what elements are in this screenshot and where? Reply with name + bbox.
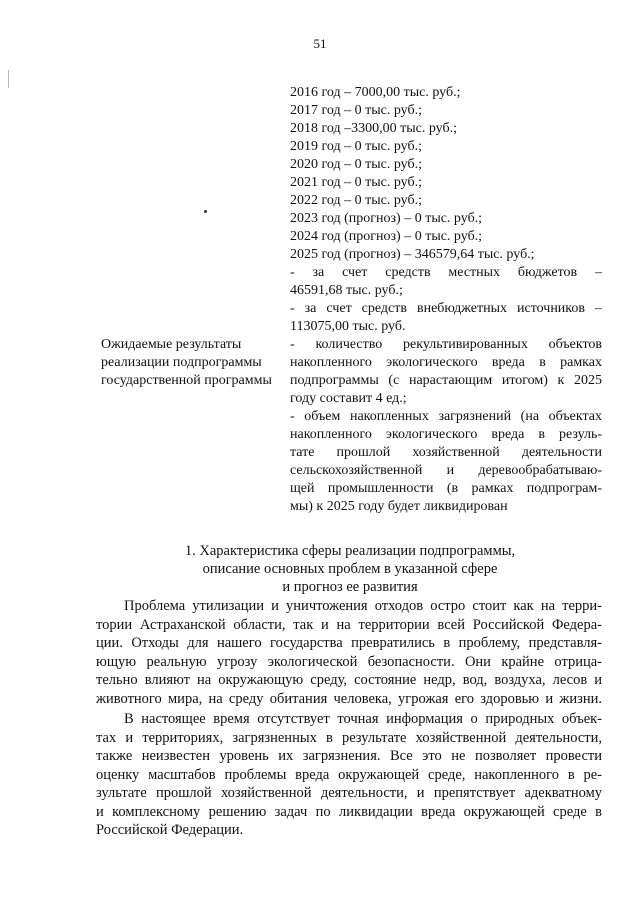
paragraph-line: также неизвестен уровень их загрязнения. Все это не позволяет провести bbox=[96, 748, 602, 764]
finance-year-line: 2018 год –3300,00 тыс. руб.; bbox=[290, 121, 457, 136]
financing-block bbox=[290, 84, 602, 336]
body-text bbox=[96, 597, 602, 840]
results-line: подпрограммы (с нарастающим итогом) к 2025 bbox=[290, 373, 602, 388]
results-line: тате прошлой хозяйственной деятельности bbox=[290, 445, 602, 460]
results-line: накопленного экологического вреда в резуль- bbox=[290, 427, 602, 442]
section-title-line: и прогноз ее развития bbox=[282, 579, 418, 595]
paragraph-line: оценку масштабов проблемы вреда окружающей среде, накопленного в ре- bbox=[96, 766, 602, 783]
finance-year-line: 2024 год (прогноз) – 0 тыс. руб.; bbox=[290, 229, 483, 244]
paragraph-line: и комплексному решению задач по ликвидации вреда окружающей среде в bbox=[96, 803, 602, 820]
finance-year-line: 2022 год – 0 тыс. руб.; bbox=[290, 193, 422, 208]
local-budget-line: - за счет средств местных бюджетов – bbox=[290, 265, 602, 280]
scan-dot-mark bbox=[204, 210, 207, 213]
local-budget-amount: 46591,68 тыс. руб.; bbox=[290, 283, 403, 298]
scan-edge-mark bbox=[8, 70, 9, 88]
finance-year-line: 2023 год (прогноз) – 0 тыс. руб.; bbox=[290, 211, 483, 226]
paragraph-2 bbox=[96, 710, 602, 840]
finance-year-line: 2016 год – 7000,00 тыс. руб.; bbox=[290, 85, 461, 100]
results-line: - объем накопленных загрязнений (на объектах bbox=[290, 409, 602, 424]
expected-results-label bbox=[101, 336, 287, 390]
paragraph-line: тории Астраханской области, так и на территории всей Российской Федера- bbox=[96, 616, 602, 633]
extra-budget-amount: 113075,00 тыс. руб. bbox=[290, 319, 406, 334]
label-line: Ожидаемые результаты bbox=[101, 337, 242, 352]
finance-year-line: 2020 год – 0 тыс. руб.; bbox=[290, 157, 422, 172]
results-line: щей промышленности (в рамках подпрограм- bbox=[290, 481, 602, 496]
results-line: накопленного экологического вреда в рамках bbox=[290, 355, 602, 370]
finance-year-line: 2017 год – 0 тыс. руб.; bbox=[290, 103, 422, 118]
finance-year-line: 2021 год – 0 тыс. руб.; bbox=[290, 175, 422, 190]
section-title bbox=[90, 542, 610, 596]
paragraph-line: тельно влияют на окружающую среду, состояние недр, вод, воздуха, лесов и bbox=[96, 672, 602, 688]
label-line: государственной программы bbox=[101, 373, 272, 388]
results-line: мы) к 2025 году будет ликвидирован bbox=[290, 499, 508, 514]
finance-year-line: 2025 год (прогноз) – 346579,64 тыс. руб.; bbox=[290, 247, 535, 262]
results-line: сельскохозяйственной и деревообрабатываю- bbox=[290, 463, 602, 478]
paragraph-line: животного мира, на среду обитания человека, угрожая его здоровью и жизни. bbox=[96, 690, 602, 707]
paragraph-line: Проблема утилизации и уничтожения отходов остро стоит как на терри- bbox=[124, 598, 602, 614]
results-line: году составит 4 ед.; bbox=[290, 391, 407, 406]
expected-results-text bbox=[290, 336, 602, 516]
paragraph-line: ции. Отходы для нашего государства превратились в проблему, представля- bbox=[96, 635, 602, 651]
extra-budget-line: - за счет средств внебюджетных источников – bbox=[290, 301, 602, 316]
paragraph-line: ющую реальную угрозу экологической безопасности. Они крайне отрица- bbox=[96, 653, 602, 670]
section-title-line: описание основных проблем в указанной сфере bbox=[202, 561, 498, 577]
paragraph-1 bbox=[96, 597, 602, 708]
label-line: реализации подпрограммы bbox=[101, 355, 262, 370]
paragraph-line: тах и территориях, загрязненных в результате хозяйственной деятельности, bbox=[96, 729, 602, 746]
paragraph-line: Российской Федерации. bbox=[96, 822, 244, 838]
paragraph-line: зультате прошлой хозяйственной деятельности, и препятствует адекватному bbox=[96, 785, 602, 801]
results-line: - количество рекультивированных объектов bbox=[290, 337, 602, 352]
page-number: 51 bbox=[313, 36, 327, 51]
section-title-line: 1. Характеристика сферы реализации подпрограммы, bbox=[184, 543, 516, 559]
finance-year-line: 2019 год – 0 тыс. руб.; bbox=[290, 139, 422, 154]
paragraph-line: В настоящее время отсутствует точная информация о природных объек- bbox=[124, 711, 602, 727]
